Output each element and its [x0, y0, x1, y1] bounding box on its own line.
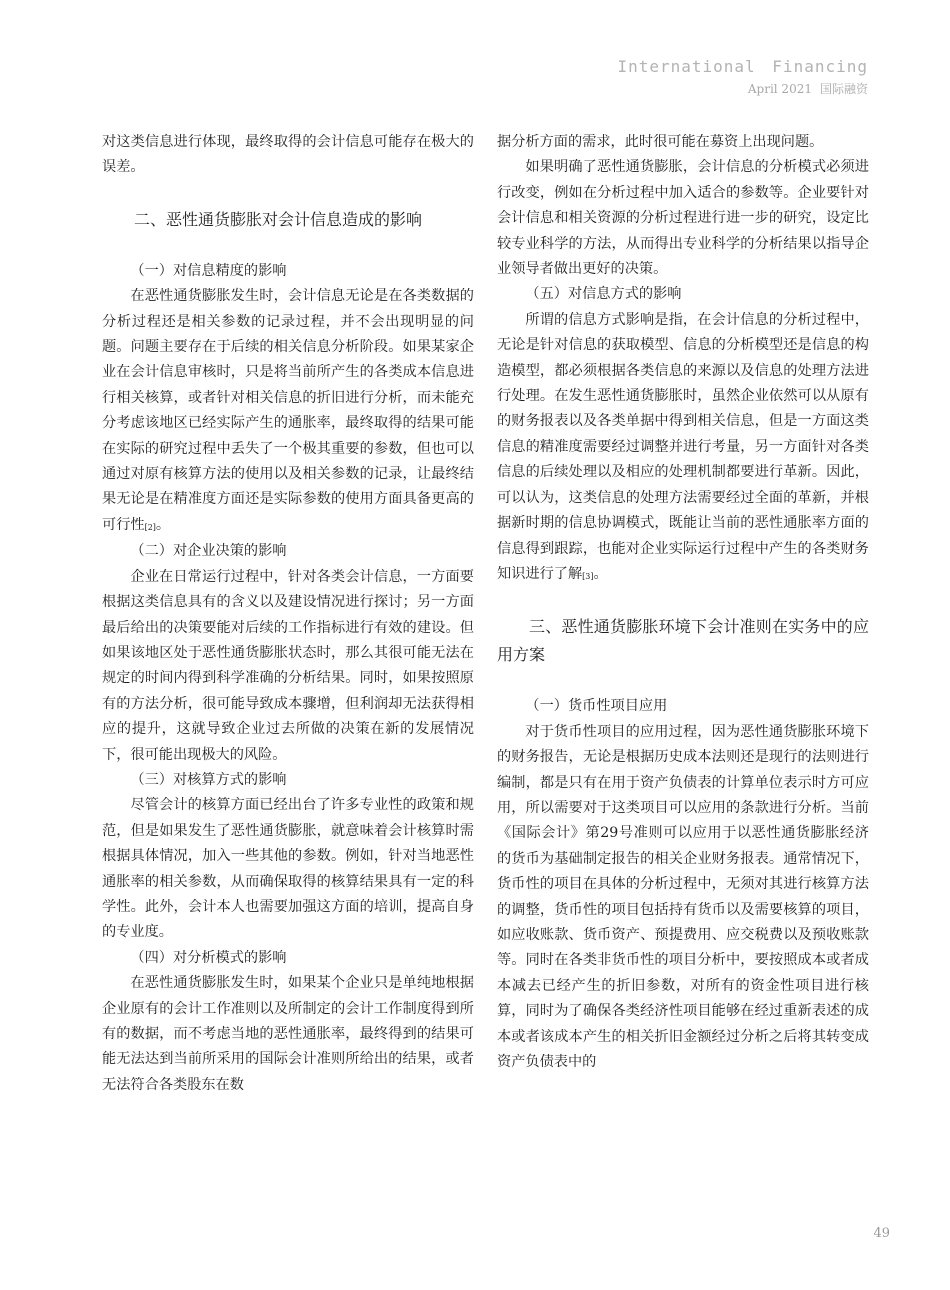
issue-line: [617, 80, 868, 97]
page-number: 49: [873, 1226, 890, 1241]
subsection-heading: （四）对分析模式的影响: [130, 949, 287, 966]
paragraph: 对于货币性项目的应用过程，因为恶性通货膨胀环境下的财务报告，无论是根据历史成本法则还是现行的法则进行编制，都是只有在用于资产负债表的计算单位表示时方可应用，所以需要对于这类项目可以应用的条款进行分析。当前《国际会计》第29号准则可以应用于以恶性通货膨胀经济的货币为基础制定报告的相关企业财务报表。通常情况下，货币性的项目在具体的分析过程中，无须对其进行核算方法的调整，货币性的项目包括持有货币以及需要核算的项目，如应收账款、货币资产、预提费用、应交税费以及预收账款等。同时在各类非货币性的项目分析中，要按照成本或者成本减去已经产生的折旧参数，对所有的资金性项目进行核算，同时为了确保各类经济性项目能够在经过重新表述的成本或者该成本产生的相关折旧金额经过分析之后将其转变成资产负债表中的: [497, 723, 869, 1070]
subsection-heading: （一）货币性项目应用: [525, 698, 668, 715]
running-header: [617, 57, 868, 97]
paragraph: 尽管会计的核算方面已经出台了许多专业性的政策和规范，但是如果发生了恶性通货膨胀，就意味着会计核算时需根据具体情况，加入一些其他的参数。例如，针对当地恶性通胀率的相关参数，从而确保取得的核算结果具有一定的科学性。此外，会计本人也需要加强这方面的培训，提高自身的专业度。: [102, 797, 474, 941]
paragraph: 在恶性通货膨胀发生时，如果某个企业只是单纯地根据企业原有的会计工作准则以及所制定的会计工作制度得到所有的数据，而不考虑当地的恶性通胀率，最终得到的结果可能无法达到当前所采用的国际会计准则所给出的结果，或者无法符合各类股东在数: [102, 975, 474, 1093]
paragraph: 企业在日常运行过程中，针对各类会计信息，一方面要根据这类信息具有的含义以及建设情况进行探讨；另一方面最后给出的决策要能对后续的工作指标进行有效的建设。但如果该地区处于恶性通货膨胀状态时，那么其很可能无法在规定的时间内得到科学准确的分析结果。同时，如果按照原有的方法分析，很可能导致成本骤增，但利润却无法获得相应的提升，这就导致企业过去所做的决策在新的发展情况下，很可能出现极大的风险。: [102, 568, 474, 763]
paragraph: 对这类信息进行体现，最终取得的会计信息可能存在极大的误差。: [102, 134, 474, 176]
subsection-heading: （三）对核算方式的影响: [130, 771, 287, 788]
section-heading: 三、恶性通货膨胀环境下会计准则在实务中的应用方案: [497, 617, 869, 665]
section-heading: 二、恶性通货膨胀对会计信息造成的影响: [134, 209, 423, 229]
paragraph-text: 所谓的信息方式影响是指，在会计信息的分析过程中，无论是针对信息的获取模型、信息的分析模型还是信息的构造模型，都必须根据各类信息的来源以及信息的处理方法进行处理。在发生恶性通货膨胀时，虽然企业依然可以从原有的财务报表以及各类单据中得到相关信息，但是一方面这类信息的精准度需要经过调整并进行考量，另一方面针对各类信息的后续处理以及相应的处理机制都要进行革新。因此，可以认为，这类信息的处理方法需要经过全面的革新，并根据新时期的信息协调模式，既能让当前的恶性通胀率方面的信息得到跟踪，也能对企业实际运行过程中产生的各类财务知识进行了解: [497, 311, 869, 582]
subsection-heading: （五）对信息方式的影响: [525, 286, 682, 303]
paragraph: 在恶性通货膨胀发生时，会计信息无论是在各类数据的分析过程还是相关参数的记录过程，并不会出现明显的问题。问题主要存在于后续的相关信息分析阶段。如果某家企业在会计信息审核时，只是将当前所产生的各类成本信息进行相关核算，或者针对相关信息的折旧进行分析，而未能充分考虑该地区已经实际产生的通胀率，最终取得的结果可能在实际的研究过程中丢失了一个极其重要的参数，但也可以通过对原有核算方法的使用以及相关参数的记录，让最终结果无论是在精准度方面还是实际参数的使用方面具备更高的可行性[2]。: [102, 288, 474, 533]
paragraph: 据分析方面的需求，此时很可能在募资上出现问题。: [497, 134, 824, 150]
journal-title-cn: 国际融资: [819, 82, 868, 96]
subsection-heading: （二）对企业决策的影响: [130, 543, 287, 560]
subsection-heading: （一）对信息精度的影响: [130, 262, 287, 279]
right-column: [497, 130, 869, 1075]
journal-title-en: International Financing: [617, 57, 868, 76]
paragraph-text: 在恶性通货膨胀发生时，会计信息无论是在各类数据的分析过程还是相关参数的记录过程，并不会出现明显的问题。问题主要存在于后续的相关信息分析阶段。如果某家企业在会计信息审核时，只是将当前所产生的各类成本信息进行相关核算，或者针对相关信息的折旧进行分析，而未能充分考虑该地区已经实际产生的通胀率，最终取得的结果可能在实际的研究过程中丢失了一个极其重要的参数，但也可以通过对原有核算方法的使用以及相关参数的记录，让最终结果无论是在精准度方面还是实际参数的使用方面具备更高的可行性: [102, 288, 474, 533]
paragraph: 如果明确了恶性通货膨胀，会计信息的分析模式必须进行改变，例如在分析过程中加入适合的参数等。企业要针对会计信息和相关资源的分析过程进行进一步的研究，设定比较专业科学的方法，从而得出专业科学的分析结果以指导企业领导者做出更好的决策。: [497, 159, 869, 278]
issue-date: April 2021: [747, 82, 812, 96]
left-column: [102, 130, 474, 1098]
citation: [2]: [144, 522, 156, 532]
citation: [3]: [582, 571, 594, 581]
paragraph: 所谓的信息方式影响是指，在会计信息的分析过程中，无论是针对信息的获取模型、信息的分析模型还是信息的构造模型，都必须根据各类信息的来源以及信息的处理方法进行处理。在发生恶性通货膨胀时，虽然企业依然可以从原有的财务报表以及各类单据中得到相关信息，但是一方面这类信息的精准度需要经过调整并进行考量，另一方面针对各类信息的后续处理以及相应的处理机制都要进行革新。因此，可以认为，这类信息的处理方法需要经过全面的革新，并根据新时期的信息协调模式，既能让当前的恶性通胀率方面的信息得到跟踪，也能对企业实际运行过程中产生的各类财务知识进行了解[3]。: [497, 311, 869, 582]
